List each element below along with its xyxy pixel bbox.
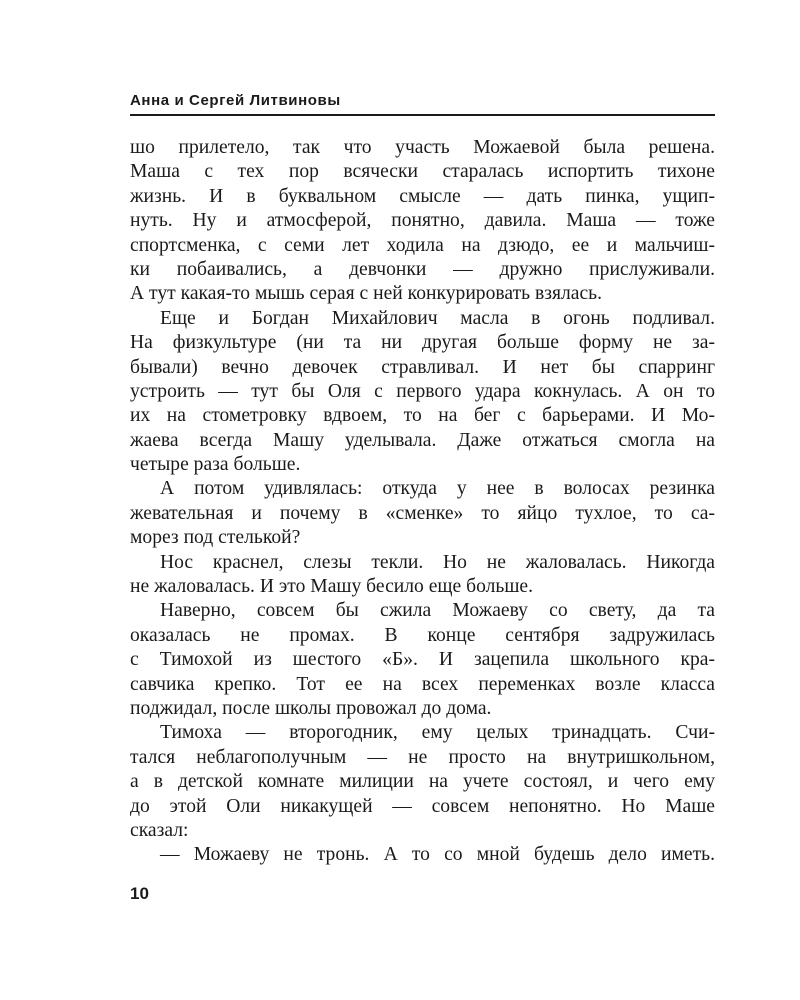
- text-line: Нос краснел, слезы текли. Но не жаловалась. Никогда: [160, 551, 715, 573]
- text-line: тался неблагополучным — не просто на внутришкольном,: [130, 746, 715, 768]
- text-line: их на стометровку вдвоем, то на бег с барьерами. И Мо-: [130, 405, 715, 427]
- text-line: Тимоха — второгодник, ему целых тринадцать. Счи-: [160, 722, 715, 744]
- text-line: Еще и Богдан Михайлович масла в огонь подливал.: [160, 307, 715, 329]
- text-line: ки побаивались, а девчонки — дружно прислуживали.: [130, 258, 715, 280]
- text-line: жизнь. И в буквальном смысле — дать пинка, ущип-: [130, 185, 715, 207]
- text-line: савчика крепко. Тот ее на всех переменках возле класса: [130, 673, 715, 695]
- text-line: до этой Оли никакущей — совсем непонятно. Но Маше: [130, 795, 715, 817]
- text-line: нуть. Ну и атмосферой, понятно, давила. Маша — тоже: [130, 210, 715, 232]
- text-line: жаева всегда Машу уделывала. Даже отжаться смогла на: [130, 429, 715, 451]
- text-line: сказал:: [130, 819, 189, 841]
- running-header-title: Анна и Сергей Литвиновы: [130, 92, 341, 109]
- text-line: жевательная и почему в «сменке» то яйцо тухлое, то са-: [130, 502, 715, 524]
- text-line: шо прилетело, так что участь Можаевой была решена.: [130, 137, 715, 158]
- text-line: четыре раза больше.: [130, 454, 301, 476]
- text-line: спортсменка, с семи лет ходила на дзюдо, ее и мальчиш-: [130, 234, 715, 256]
- text-line: А тут какая-то мышь серая с ней конкурировать взялась.: [130, 283, 602, 305]
- running-header: [130, 92, 715, 112]
- text-line: не жаловалась. И это Машу бесило еще больше.: [130, 576, 534, 598]
- text-line: Маша с тех пор всячески старалась испортить тихоне: [130, 161, 715, 183]
- header-rule: [130, 114, 715, 116]
- page-number: 10: [130, 884, 149, 903]
- text-line: — Можаеву не тронь. А то со мной будешь дело иметь.: [160, 844, 715, 866]
- text-line: поджидал, после школы провожал до дома.: [130, 697, 492, 719]
- text-line: с Тимохой из шестого «Б». И зацепила школьного кра-: [130, 649, 715, 671]
- text-line: Наверно, совсем бы сжила Можаеву со свету, да та: [160, 600, 715, 622]
- text-line: а в детской комнате милиции на учете состоял, и чего ему: [130, 771, 715, 793]
- text-line: На физкультуре (ни та ни другая больше форму не за-: [130, 332, 715, 354]
- text-line: А потом удивлялась: откуда у нее в волосах резинка: [160, 478, 715, 500]
- text-line: оказалась не промах. В конце сентября задружилась: [130, 624, 715, 646]
- text-line: морез под стелькой?: [130, 527, 301, 549]
- page-body: [130, 136, 715, 868]
- text-line: устроить — тут бы Оля с первого удара кокнулась. А он то: [130, 380, 715, 402]
- text-line: бывали) вечно девочек стравливал. И нет бы спарринг: [130, 356, 715, 378]
